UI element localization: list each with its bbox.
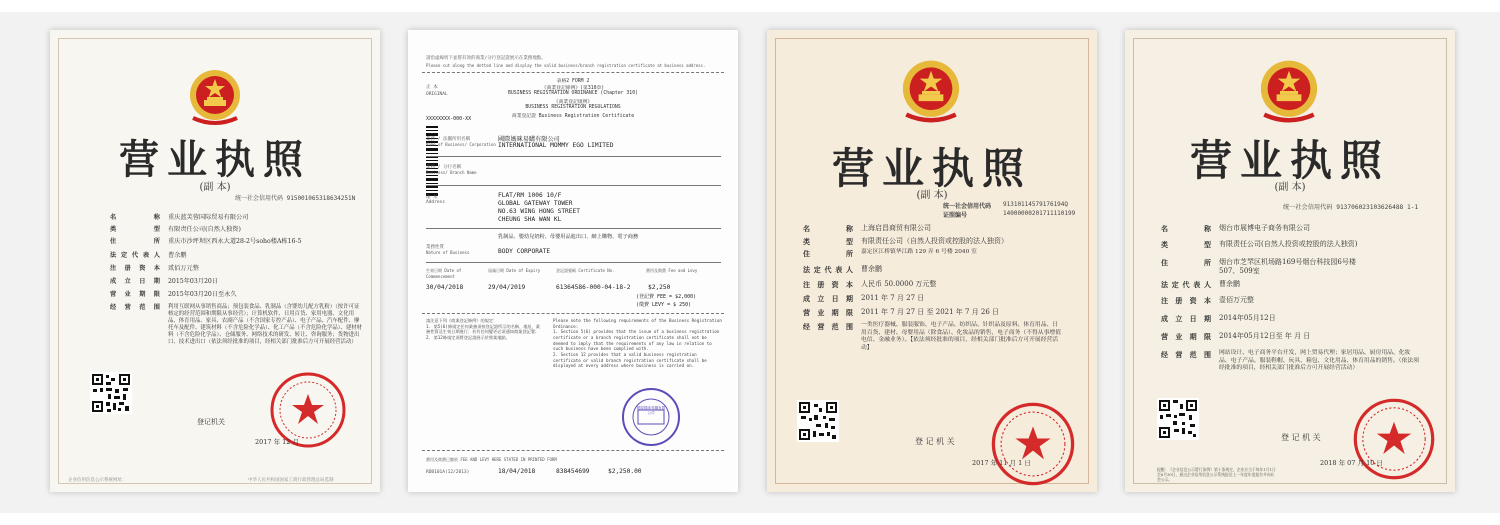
notes-cn: 請注意下列《商業登記條例》的規定： 1. 第5(6)條規定任何業務須按登記證所示的名稱、地址、業務性質及生效日期進行；若有任何變更必須通知商業登記署； 2. 第12條規定須將登記證展示於營業地點。 bbox=[426, 318, 540, 341]
receipt-amount: $2,250.00 bbox=[608, 468, 642, 475]
copy-label: (副 本) bbox=[1274, 182, 1306, 193]
field-scope: 经营范围 网站设计、电子商务平台开发，网上贸易代理；家居用品、厨房用品、化妆品、电子产品、服装鞋帽、玩具、箱包、文化用品、体育用品的销售。（依法须经批准的项目，经相关部门批准后方可开展经营活动） bbox=[1161, 350, 1419, 372]
footer-right: 中华人民共和国国家工商行政管理总局监制 bbox=[248, 478, 334, 483]
address-label-en: Address bbox=[426, 200, 445, 205]
banner-en: Please cut along the dotted line and display the valid business/branch registration certificate at business address. bbox=[426, 63, 706, 68]
nature-cn: 乳制品、嬰幼兒奶粉、母嬰用品進出口、網上購物、電子商務 bbox=[498, 234, 639, 240]
certificate-number-masked: XXXXXXXX-000-XX bbox=[426, 116, 472, 122]
copy-label: (副 本) bbox=[916, 190, 948, 201]
address-line-3: NO.63 WING HONG STREET bbox=[498, 208, 580, 215]
cut-line bbox=[422, 72, 724, 73]
address-line-4: CHEUNG SHA WAN KL bbox=[498, 216, 562, 223]
nature-en: BODY CORPORATE bbox=[498, 248, 551, 255]
license-title: 营业执照 bbox=[119, 137, 311, 183]
business-license-yantai: 营业执照 (副 本) 统一社会信用代码 913706023103626488 1-1 名 称 烟台市展博电子商务有限公司 类 型 有限责任公司(自然人投资或控股的法人独资) 住 所 烟台市芝罘区机场路169号烟台科技园6号楼507、509室 法定代表人 曹余鹏 注册资本 壹佰万元整 成立日期 2014年05月12日 营业期限 2014年05月12日至 年 月 日 经营范围 网站设计、电子商务平台开发，网上贸易代理；家居用品、厨房用品、化妆品、电子产品、服装鞋帽、玩具、箱包、文化用品、体育用品的销售。（依法须经批准的项目，经相关部门批准后方可开展经营活动） 登 记 机 关 2018 年 07 月 10 日 提醒：《企业信息公示暂行条例》第十条规定，企业应当于每年1月1日至6月30日，通过企业信用信息公示系统报送上一年度年度报告并向社会公示。 bbox=[1125, 30, 1455, 492]
certificate-no-label: 登記證號碼 Certificate No. bbox=[556, 268, 615, 273]
credit-code-label: 统一社会信用代码 bbox=[943, 203, 992, 210]
license-title: 营业执照 bbox=[831, 144, 1032, 193]
expiry-date: 29/04/2019 bbox=[488, 284, 526, 291]
receipt-reference: 838454699 bbox=[556, 468, 590, 475]
nature-label: 業務性質 bbox=[426, 245, 444, 250]
national-emblem-icon bbox=[183, 66, 247, 128]
address-line-2: GLOBAL GATEWAY TOWER bbox=[498, 200, 573, 207]
national-emblem-icon bbox=[895, 56, 967, 126]
credit-code: 91310114579176194Q bbox=[1003, 201, 1069, 208]
address-label: 地 址 bbox=[426, 195, 438, 200]
top-white-band bbox=[0, 0, 1500, 12]
name-label: 業務 / 法團所用名稱 bbox=[426, 137, 471, 142]
divider bbox=[426, 262, 721, 263]
issue-date: 2018 年 07 月 10 日 bbox=[1320, 459, 1383, 467]
qr-code-icon bbox=[797, 400, 839, 442]
commencement-date: 30/04/2018 bbox=[426, 284, 464, 291]
branch-label: 業務 / 分行名稱 bbox=[426, 165, 462, 170]
expiry-label: 屆滿日期 Date of Expiry bbox=[488, 268, 541, 273]
divider bbox=[426, 185, 721, 186]
original-label-en: ORIGINAL bbox=[426, 92, 448, 97]
levy-breakdown: (徵費 LEVY = $ 250) bbox=[636, 302, 692, 308]
license-number: 14000000201711110199 bbox=[1003, 210, 1076, 217]
commencement-label: 生效日期 Date of Commencement bbox=[426, 268, 462, 279]
issue-date: 2017 年 12 月 bbox=[255, 438, 300, 446]
banner-cn: 請沿虛線剪下並將有效的商業/分行登記證展示在業務地點。 bbox=[426, 56, 546, 61]
divider bbox=[426, 156, 721, 157]
cut-line-lower bbox=[422, 313, 724, 314]
fee-note: 費用及徵費已繳收 FEE AND LEVY HERE STATED IN PRINTED FORM bbox=[426, 457, 557, 462]
ordinance-en: BUSINESS REGISTRATION ORDINANCE (Chapter 310) bbox=[508, 91, 638, 96]
red-seal-icon bbox=[1351, 396, 1437, 482]
business-name-cn: 國際媽咪易購有限公司 bbox=[498, 136, 560, 143]
qr-code-icon bbox=[1157, 398, 1199, 440]
original-label: 正 本 bbox=[426, 85, 438, 90]
fee-breakdown: (登記費 FEE = $2,000) bbox=[636, 294, 697, 300]
credit-code: 统一社会信用代码 915001065318634251N bbox=[235, 195, 356, 202]
registration-authority: 登 记 机 关 bbox=[1281, 433, 1321, 442]
field-address: 住 所 烟台市芝罘区机场路169号烟台科技园6号楼507、509室 bbox=[1161, 258, 1356, 276]
notes-en: Please note the following requirements of the Business Registration Ordinance: 1. Section 5(6) provides that the issue of a business registration certificate or a branch registration certificate shall not be deemed to imply that the requirements of any law in relation to such business have been complied with. 2. Section 12 provides that a valid business registration certificate or valid branch registration certificate shall be displayed at every address where business is carried on. bbox=[553, 318, 722, 369]
fee-label: 費用及徵費 Fee and Levy bbox=[646, 268, 698, 273]
business-license-chongqing: 营业执照 (副 本) 统一社会信用代码 915001065318634251N 名 称 重庆蓝芙蓉国际贸易有限公司 类 型 有限责任公司(自然人独资) 住 所 重庆市沙坪坝区西永大道28-2号soho楼A栋16-5 法定代表人 曹余鹏 注册资本 贰佰万元整 成立日期 2015年03月20日 营业期限 2015年03月20日至永久 经营范围 利用互联网从事销售商品；预包装食品、乳制品（含婴幼儿配方乳粉）（按许可证核定的经营范围和期限从事经营）；计算机软件、日用百货、家用电器、文化用品、体育用品、家具、农副产品（不含国家专控产品）、电子产品、汽车配件、摩托车及配件、建筑材料（不含危险化学品）、化工产品（不含危险化学品）、建材材料（不含危险化学品）、仓储服务、网络技术的研发、转让、咨询服务；货物进出口、技术进出口（依法须经批准的项目，经相关部门批准后方可开展经营活动） 登记机关 2017 年 12 月 企业信用信息公示系统网址： 中华人民共和国国家工商行政管理总局监制 bbox=[50, 30, 380, 492]
license-title: 营业执照 bbox=[1189, 136, 1390, 185]
registration-authority: 登 记 机 关 bbox=[915, 437, 955, 446]
hk-business-registration bbox=[408, 30, 738, 492]
red-seal-icon bbox=[989, 400, 1077, 488]
form-number: 表格2 FORM 2 bbox=[556, 79, 590, 84]
national-emblem-icon bbox=[1253, 56, 1325, 126]
annual-report-reminder: 提醒：《企业信息公示暂行条例》第十条规定，企业应当于每年1月1日至6月30日，通过企业信用信息公示系统报送上一年度年度报告并向社会公示。 bbox=[1157, 467, 1276, 482]
receipt-date: 18/04/2018 bbox=[498, 468, 536, 475]
business-license-shanghai: 营业执照 (副 本) 统一社会信用代码 91310114579176194Q 证照编号 14000000201711110199 名 称 上海启昌商贸有限公司 类 型 有限责任公司（自然人投资或控股的法人独资） 住 所 嘉定区江桥镇华江路 129 弄 6 号楼 2040 室 法定代表人 曹余鹏 注册资本 人民币 50.0000 万元整 成立日期 2011 年 7 月 27 日 营业期限 2011 年 7 月 27 日 至 2021 年 7 月 26 日 经营范围 一类医疗器械、服装服饰、电子产品、纺织品、针织品及原料、体育用品、日用百货、建材、母婴用品（除食品）、化妆品的销售，电子商务（不得从事增值电信、金融业务）。【依法须经批准的项目，经相关部门批准后方可开展经营活动】 登 记 机 关 2017 年 11 月 1 日 bbox=[767, 30, 1097, 492]
copy-label: (副 本) bbox=[199, 182, 231, 193]
credit-code: 统一社会信用代码 913706023103626488 1-1 bbox=[1283, 204, 1419, 211]
cut-line-bottom bbox=[422, 450, 724, 451]
field-scope: 经营范围 利用互联网从事销售商品；预包装食品、乳制品（含婴幼儿配方乳粉）（按许可证核定的经营范围和期限从事经营）；计算机软件、日用百货、家用电器、文化用品、体育用品、家具、农副产品（不含国家专控产品）、电子产品、汽车配件、摩托车及配件、建筑材料（不含危险化学品）、化工产品（不含危险化学品）、建材材料（不含危险化学品）、仓储服务、网络技术的研发、转让、咨询服务；货物进出口、技术进出口（依法须经批准的项目，经相关部门批准后方可开展经营活动） bbox=[110, 304, 363, 346]
regulations-cn: 《商業登記規例》 bbox=[553, 100, 593, 105]
divider bbox=[426, 228, 721, 229]
business-name-en: INTERNATIONAL MOMMY EGO LIMITED bbox=[498, 142, 614, 149]
receipt-number: RDB101A(12/2013) bbox=[426, 470, 470, 475]
fee-total: $2,250 bbox=[648, 284, 671, 291]
certificate-title: 商業登記證 Business Registration Certificate bbox=[511, 114, 635, 119]
footer-left: 企业信用信息公示系统网址： bbox=[68, 478, 127, 483]
name-label-en: Name of Business/ Corporation bbox=[426, 142, 496, 147]
stamp-text-cn: 國際媽咪易購有限公司 bbox=[636, 406, 666, 415]
registration-authority: 登记机关 bbox=[197, 418, 225, 426]
nature-label-en: Nature of Business bbox=[426, 250, 470, 255]
bottom-white-band bbox=[0, 513, 1500, 525]
field-scope: 经营范围 一类医疗器械、服装服饰、电子产品、纺织品、针织品及原料、体育用品、日用百货、建材、母婴用品（除食品）、化妆品的销售，电子商务（不得从事增值电信、金融业务）。【依法须经批准的项目，经相关部门批准后方可开展经营活动】 bbox=[803, 322, 1061, 351]
certificate-number: 61364586-000-04-18-2 bbox=[556, 284, 631, 291]
branch-label-en: Business/ Branch Name bbox=[426, 170, 477, 175]
ordinance-cn: 《商業登記條例》(第310章) bbox=[541, 86, 605, 91]
company-stamp-icon bbox=[620, 386, 682, 448]
issue-date: 2017 年 11 月 1 日 bbox=[972, 459, 1031, 467]
regulations-en: BUSINESS REGISTRATION REGULATIONS bbox=[525, 105, 621, 110]
qr-code-icon bbox=[90, 372, 132, 414]
license-no-label: 证照编号 bbox=[943, 212, 968, 219]
address-line-1: FLAT/RM 1006 10/F bbox=[498, 192, 562, 199]
